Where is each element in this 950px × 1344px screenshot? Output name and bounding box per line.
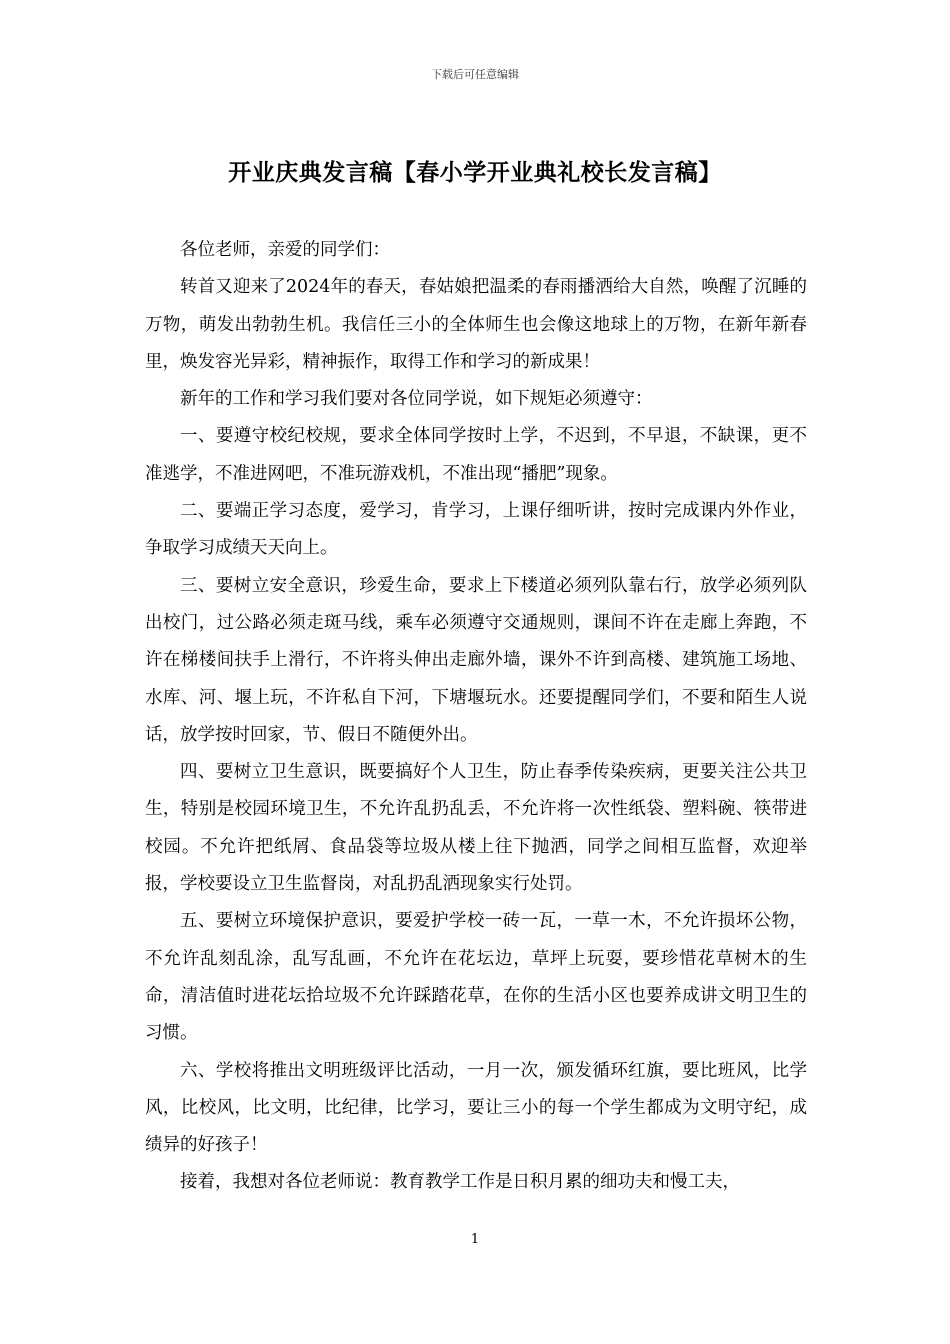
document-body: [145, 232, 807, 1202]
paragraph-greeting: 各位老师，亲爱的同学们：: [180, 240, 390, 260]
paragraph-opening: 转首又迎来了2024年的春天，春姑娘把温柔的春雨播洒给大自然，唤醒了沉睡的万物，萌发出勃勃生机。我信任三小的全体师生也会像这地球上的万物，在新年新春里，焕发容光异彩，精神振作，取得工作和学习的新成果！: [145, 277, 807, 372]
paragraph-teachers: 接着，我想对各位老师说：教育教学工作是日积月累的细功夫和慢工夫，: [180, 1172, 740, 1193]
page-number: 1: [470, 1232, 480, 1247]
paragraph-rule-2: 二、要端正学习态度，爱学习，肯学习，上课仔细听讲，按时完成课内外作业，争取学习成绩天天向上。: [145, 501, 807, 559]
paragraph-intro-rules: 新年的工作和学习我们要对各位同学说，如下规矩必须遵守：: [180, 389, 653, 410]
paragraph-rule-1: 一、要遵守校纪校规，要求全体同学按时上学，不迟到，不早退，不缺课，更不准逃学，不准进网吧，不准玩游戏机，不准出现“播肥”现象。: [145, 426, 807, 484]
paragraph-rule-4: 四、要树立卫生意识，既要搞好个人卫生，防止春季传染疾病，更要关注公共卫生，特别是校园环境卫生，不允许乱扔乱丢，不允许将一次性纸袋、塑料碗、筷带进校园。不允许把纸屑、食品袋等垃圾从楼上往下抛洒，同学之间相互监督，欢迎举报，学校要设立卫生监督岗，对乱扔乱洒现象实行处罚。: [145, 762, 807, 895]
page-header-note: 下载后可任意编辑: [431, 68, 519, 81]
paragraph-rule-5: 五、要树立环境保护意识，要爱护学校一砖一瓦，一草一木，不允许损坏公物，不允许乱刻乱涂，乱写乱画，不允许在花坛边，草坪上玩耍，要珍惜花草树木的生命，清洁值时进花坛拾垃圾不允许踩踏花草，在你的生活小区也要养成讲文明卫生的习惯。: [145, 911, 807, 1044]
paragraph-rule-6: 六、学校将推出文明班级评比活动，一月一次，颁发循环红旗，要比班风，比学风，比校风，比文明，比纪律，比学习，要让三小的每一个学生都成为文明守纪，成绩异的好孩子！: [145, 1060, 807, 1156]
document-title: 开业庆典发言稿【春小学开业典礼校长发言稿】: [228, 160, 722, 186]
paragraph-rule-3: 三、要树立安全意识，珍爱生命，要求上下楼道必须列队靠右行，放学必须列队出校门，过公路必须走斑马线，乘车必须遵守交通规则，课间不许在走廊上奔跑，不许在梯楼间扶手上滑行，不许将头伸出走廊外墙，课外不许到高楼、建筑施工场地、水库、河、堰上玩，不许私自下河，下塘堰玩水。还要提醒同学们，不要和陌生人说话，放学按时回家，节、假日不随便外出。: [145, 575, 807, 745]
